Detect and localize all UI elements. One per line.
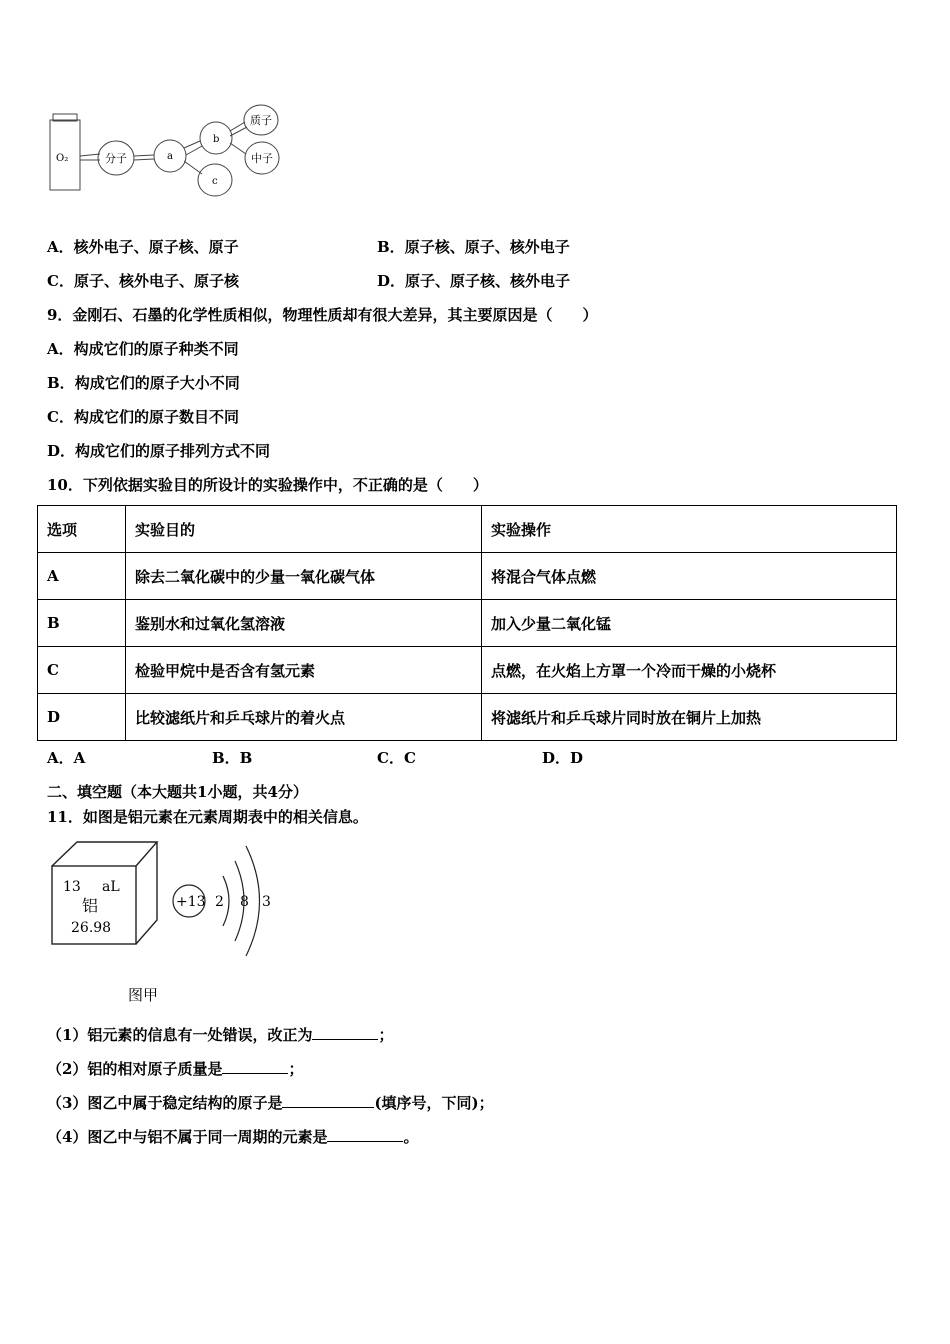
table-row <box>38 553 897 600</box>
option-letter: C． <box>47 272 74 290</box>
table-row <box>38 694 897 741</box>
q10-stem: 10．下列依据实验目的所设计的实验操作中，不正确的是（ ） <box>47 476 488 494</box>
answer-blank[interactable] <box>327 1127 403 1142</box>
table-header-row <box>38 506 897 553</box>
sub-question-punct: ； <box>288 1060 304 1078</box>
q10-option-b[interactable]: B．B <box>212 749 253 767</box>
molecule-label: 分子 <box>105 152 127 165</box>
option-text: 原子、核外电子、原子核 <box>73 272 239 290</box>
q9-option-c[interactable] <box>47 406 239 427</box>
table-cell: 将混合气体点燃 <box>482 553 897 600</box>
q11-stem: 11．如图是铝元素在元素周期表中的相关信息。 <box>47 808 368 826</box>
table-cell: 将滤纸片和乒乓球片同时放在铜片上加热 <box>482 694 897 741</box>
q8-option-d[interactable] <box>377 270 570 291</box>
table-cell: 点燃，在火焰上方罩一个冷而干燥的小烧杯 <box>482 647 897 694</box>
header-cell: 实验操作 <box>482 506 897 553</box>
sub-question-text: （3）图乙中属于稳定结构的原子是 <box>47 1094 283 1112</box>
q10-option-a[interactable]: A．A <box>47 749 86 767</box>
table-cell: 鉴别水和过氧化氢溶液 <box>126 600 482 647</box>
table-cell: A <box>38 553 126 600</box>
element-symbol: aL <box>102 879 120 895</box>
q9-option-d[interactable] <box>47 440 270 461</box>
answer-blank[interactable] <box>312 1025 378 1040</box>
label-c: c <box>212 176 218 187</box>
q9-option-a[interactable] <box>47 338 239 359</box>
table-row <box>38 600 897 647</box>
bottle-label: O₂ <box>56 153 69 164</box>
option-text: 构成它们的原子数目不同 <box>73 408 239 426</box>
table-cell: 除去二氧化碳中的少量一氧化碳气体 <box>126 553 482 600</box>
option-text: 核外电子、原子核、原子 <box>73 238 239 256</box>
atomic-number: 13 <box>63 879 81 895</box>
sub-question-text: （2）铝的相对原子质量是 <box>47 1060 223 1078</box>
q9-stem: 9．金刚石、石墨的化学性质相似，物理性质却有很大差异，其主要原因是（ ） <box>47 306 598 324</box>
option-letter: D． <box>377 272 406 290</box>
aluminum-element-figure <box>45 836 285 966</box>
atomic-mass: 26.98 <box>71 920 112 936</box>
header-cell: 实验目的 <box>126 506 482 553</box>
answer-blank[interactable] <box>282 1093 374 1108</box>
q11-sub-1 <box>47 1024 393 1045</box>
q9-option-b[interactable] <box>47 372 240 393</box>
sub-question-punct: (填序号，下同)； <box>374 1094 494 1112</box>
option-letter: A． <box>47 238 74 256</box>
q8-option-a[interactable] <box>47 236 239 257</box>
q8-option-c[interactable] <box>47 270 239 291</box>
section-heading: 二、填空题（本大题共1小题，共4分） <box>47 783 308 801</box>
option-text: 构成它们的原子种类不同 <box>73 340 239 358</box>
table-cell: 比较滤纸片和乒乓球片的着火点 <box>126 694 482 741</box>
option-letter: D． <box>47 442 76 460</box>
q8-option-b[interactable] <box>377 236 570 257</box>
element-name: 铝 <box>82 896 99 915</box>
sub-question-punct: ； <box>378 1026 394 1044</box>
option-text: 原子、原子核、核外电子 <box>405 272 571 290</box>
nucleus-charge: +13 <box>176 894 206 910</box>
table-cell: 检验甲烷中是否含有氢元素 <box>126 647 482 694</box>
table-cell: 加入少量二氧化锰 <box>482 600 897 647</box>
proton-label: 质子 <box>250 114 272 127</box>
option-text: 原子核、原子、核外电子 <box>404 238 570 256</box>
experiment-table <box>37 505 897 741</box>
table-cell: C <box>38 647 126 694</box>
sub-question-punct: 。 <box>403 1128 419 1146</box>
option-letter: B． <box>377 238 405 256</box>
q11-sub-2 <box>47 1058 303 1079</box>
table-cell: B <box>38 600 126 647</box>
option-letter: C． <box>47 408 74 426</box>
neutron-label: 中子 <box>251 152 273 165</box>
sub-question-text: （4）图乙中与铝不属于同一周期的元素是 <box>47 1128 328 1146</box>
table-cell: D <box>38 694 126 741</box>
label-a: a <box>167 151 173 162</box>
option-text: 构成它们的原子大小不同 <box>74 374 240 392</box>
q11-sub-4 <box>47 1126 418 1147</box>
header-cell: 选项 <box>38 506 126 553</box>
figure-caption: 图甲 <box>128 986 159 1004</box>
shell-1-electrons: 2 <box>215 894 224 910</box>
option-letter: A． <box>47 340 74 358</box>
shell-3-electrons: 3 <box>262 894 271 910</box>
table-row <box>38 647 897 694</box>
label-b: b <box>213 134 220 145</box>
sub-question-text: （1）铝元素的信息有一处错误，改正为 <box>47 1026 313 1044</box>
answer-blank[interactable] <box>222 1059 288 1074</box>
q10-option-d[interactable]: D．D <box>542 749 584 767</box>
q11-sub-3 <box>47 1092 494 1113</box>
q10-option-c[interactable]: C．C <box>377 749 416 767</box>
atom-structure-diagram <box>40 98 290 198</box>
option-letter: B． <box>47 374 75 392</box>
option-text: 构成它们的原子排列方式不同 <box>75 442 271 460</box>
shell-2-electrons: 8 <box>240 894 249 910</box>
